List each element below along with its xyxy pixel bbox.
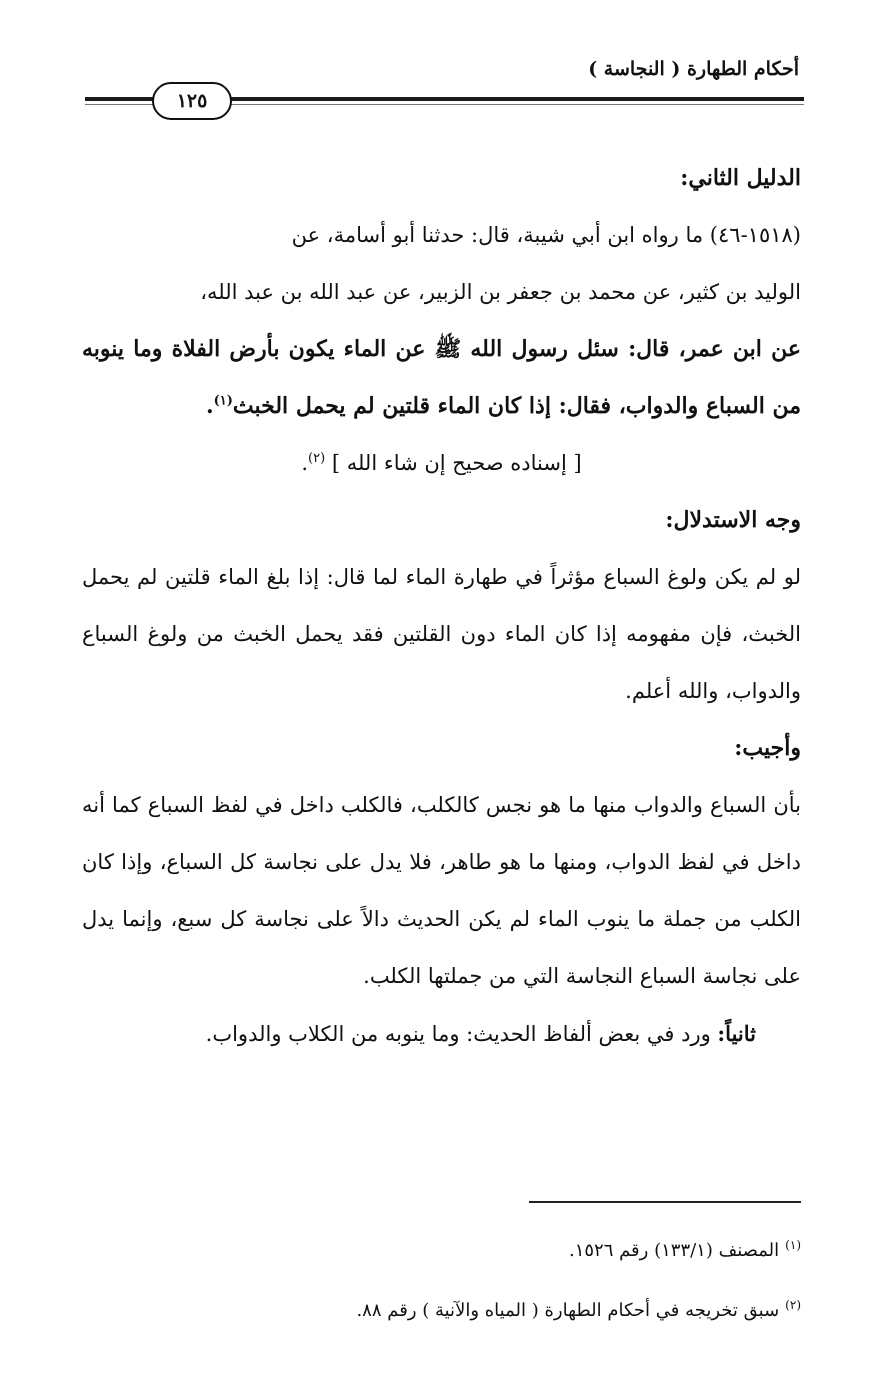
isnad-line-1: (١٥١٨-٤٦) ما رواه ابن أبي شيبة، قال: حدثنا أبو أسامة، عن [291, 223, 801, 247]
heading-answer: وأجيب: [734, 735, 801, 761]
heading-second-evidence: الدليل الثاني: [680, 165, 801, 191]
page-number: ١٢٥ [152, 82, 232, 120]
footnote-2-text: سبق تخريجه في أحكام الطهارة ( المياه والآنية ) رقم ٨٨. [356, 1300, 780, 1321]
running-header-title: أحكام الطهارة ( النجاسة ) [588, 58, 799, 80]
second-point [82, 1005, 801, 1063]
main-text [82, 150, 801, 1063]
footnote-1 [82, 1218, 801, 1278]
answer-paragraph: بأن السباع والدواب منها ما هو نجس كالكلب، فالكلب داخل في لفظ السباع كما أنه داخل في لفظ الدواب، ومنها ما هو طاهر، فلا يدل على نجاسة كل السباع، وإذا كان الكلب من جملة ما ينوب الماء لم يكن الحديث دالاً على نجاسة كل سبع، وإنما يدل على نجاسة السباع النجاسة التي من جملتها الكلب. [82, 793, 801, 988]
footnote-2 [82, 1278, 801, 1338]
footnote-2-number: (٢) [785, 1298, 801, 1312]
grading-text: [ إسناده صحيح إن شاء الله ] [331, 451, 582, 475]
second-point-text: ورد في بعض ألفاظ الحديث: وما ينوبه من الكلاب والدواب. [205, 1022, 718, 1046]
hadith-body: عن ابن عمر، قال: سئل رسول الله ﷺ عن الماء يكون بأرض الفلاة وما ينوبه من السباع والدواب، فقال: إذا كان الماء قلتين لم يحمل الخبث [82, 336, 801, 419]
second-point-label: ثانياً: [717, 1021, 756, 1046]
istidlal-paragraph: لو لم يكن ولوغ السباع مؤثراً في طهارة الماء لما قال: إذا بلغ الماء قلتين لم يحمل الخبث، فإن مفهومه إذا كان الماء دون القلتين فقد يحمل الخبث من ولوغ السباع والدواب، والله أعلم. [82, 565, 801, 703]
hadith-text: عن ابن عمر، قال: سئل رسول الله ﷺ عن الماء يكون بأرض الفلاة وما ينوبه من السباع والدواب، فقال: إذا كان الماء قلتين لم يحمل الخبث$^{(١)}$. [82, 336, 801, 419]
isnad-line-2: الوليد بن كثير، عن محمد بن جعفر بن الزبير، عن عبد الله بن عبد الله، [200, 280, 801, 304]
hadith-footnote-ref: (١) [213, 393, 233, 409]
grading-line: [ إسناده صحيح إن شاء الله ] $^{(٢)}$. [301, 451, 582, 475]
footnote-1-text: المصنف (١٣٣/١) رقم ١٥٢٦. [568, 1240, 780, 1261]
footnotes [82, 1218, 801, 1338]
grading-footnote-ref: (٢) [308, 451, 326, 466]
footnote-separator [529, 1201, 801, 1203]
heading-istidlal: وجه الاستدلال: [665, 507, 801, 533]
footnote-1-number: (١) [785, 1238, 801, 1252]
